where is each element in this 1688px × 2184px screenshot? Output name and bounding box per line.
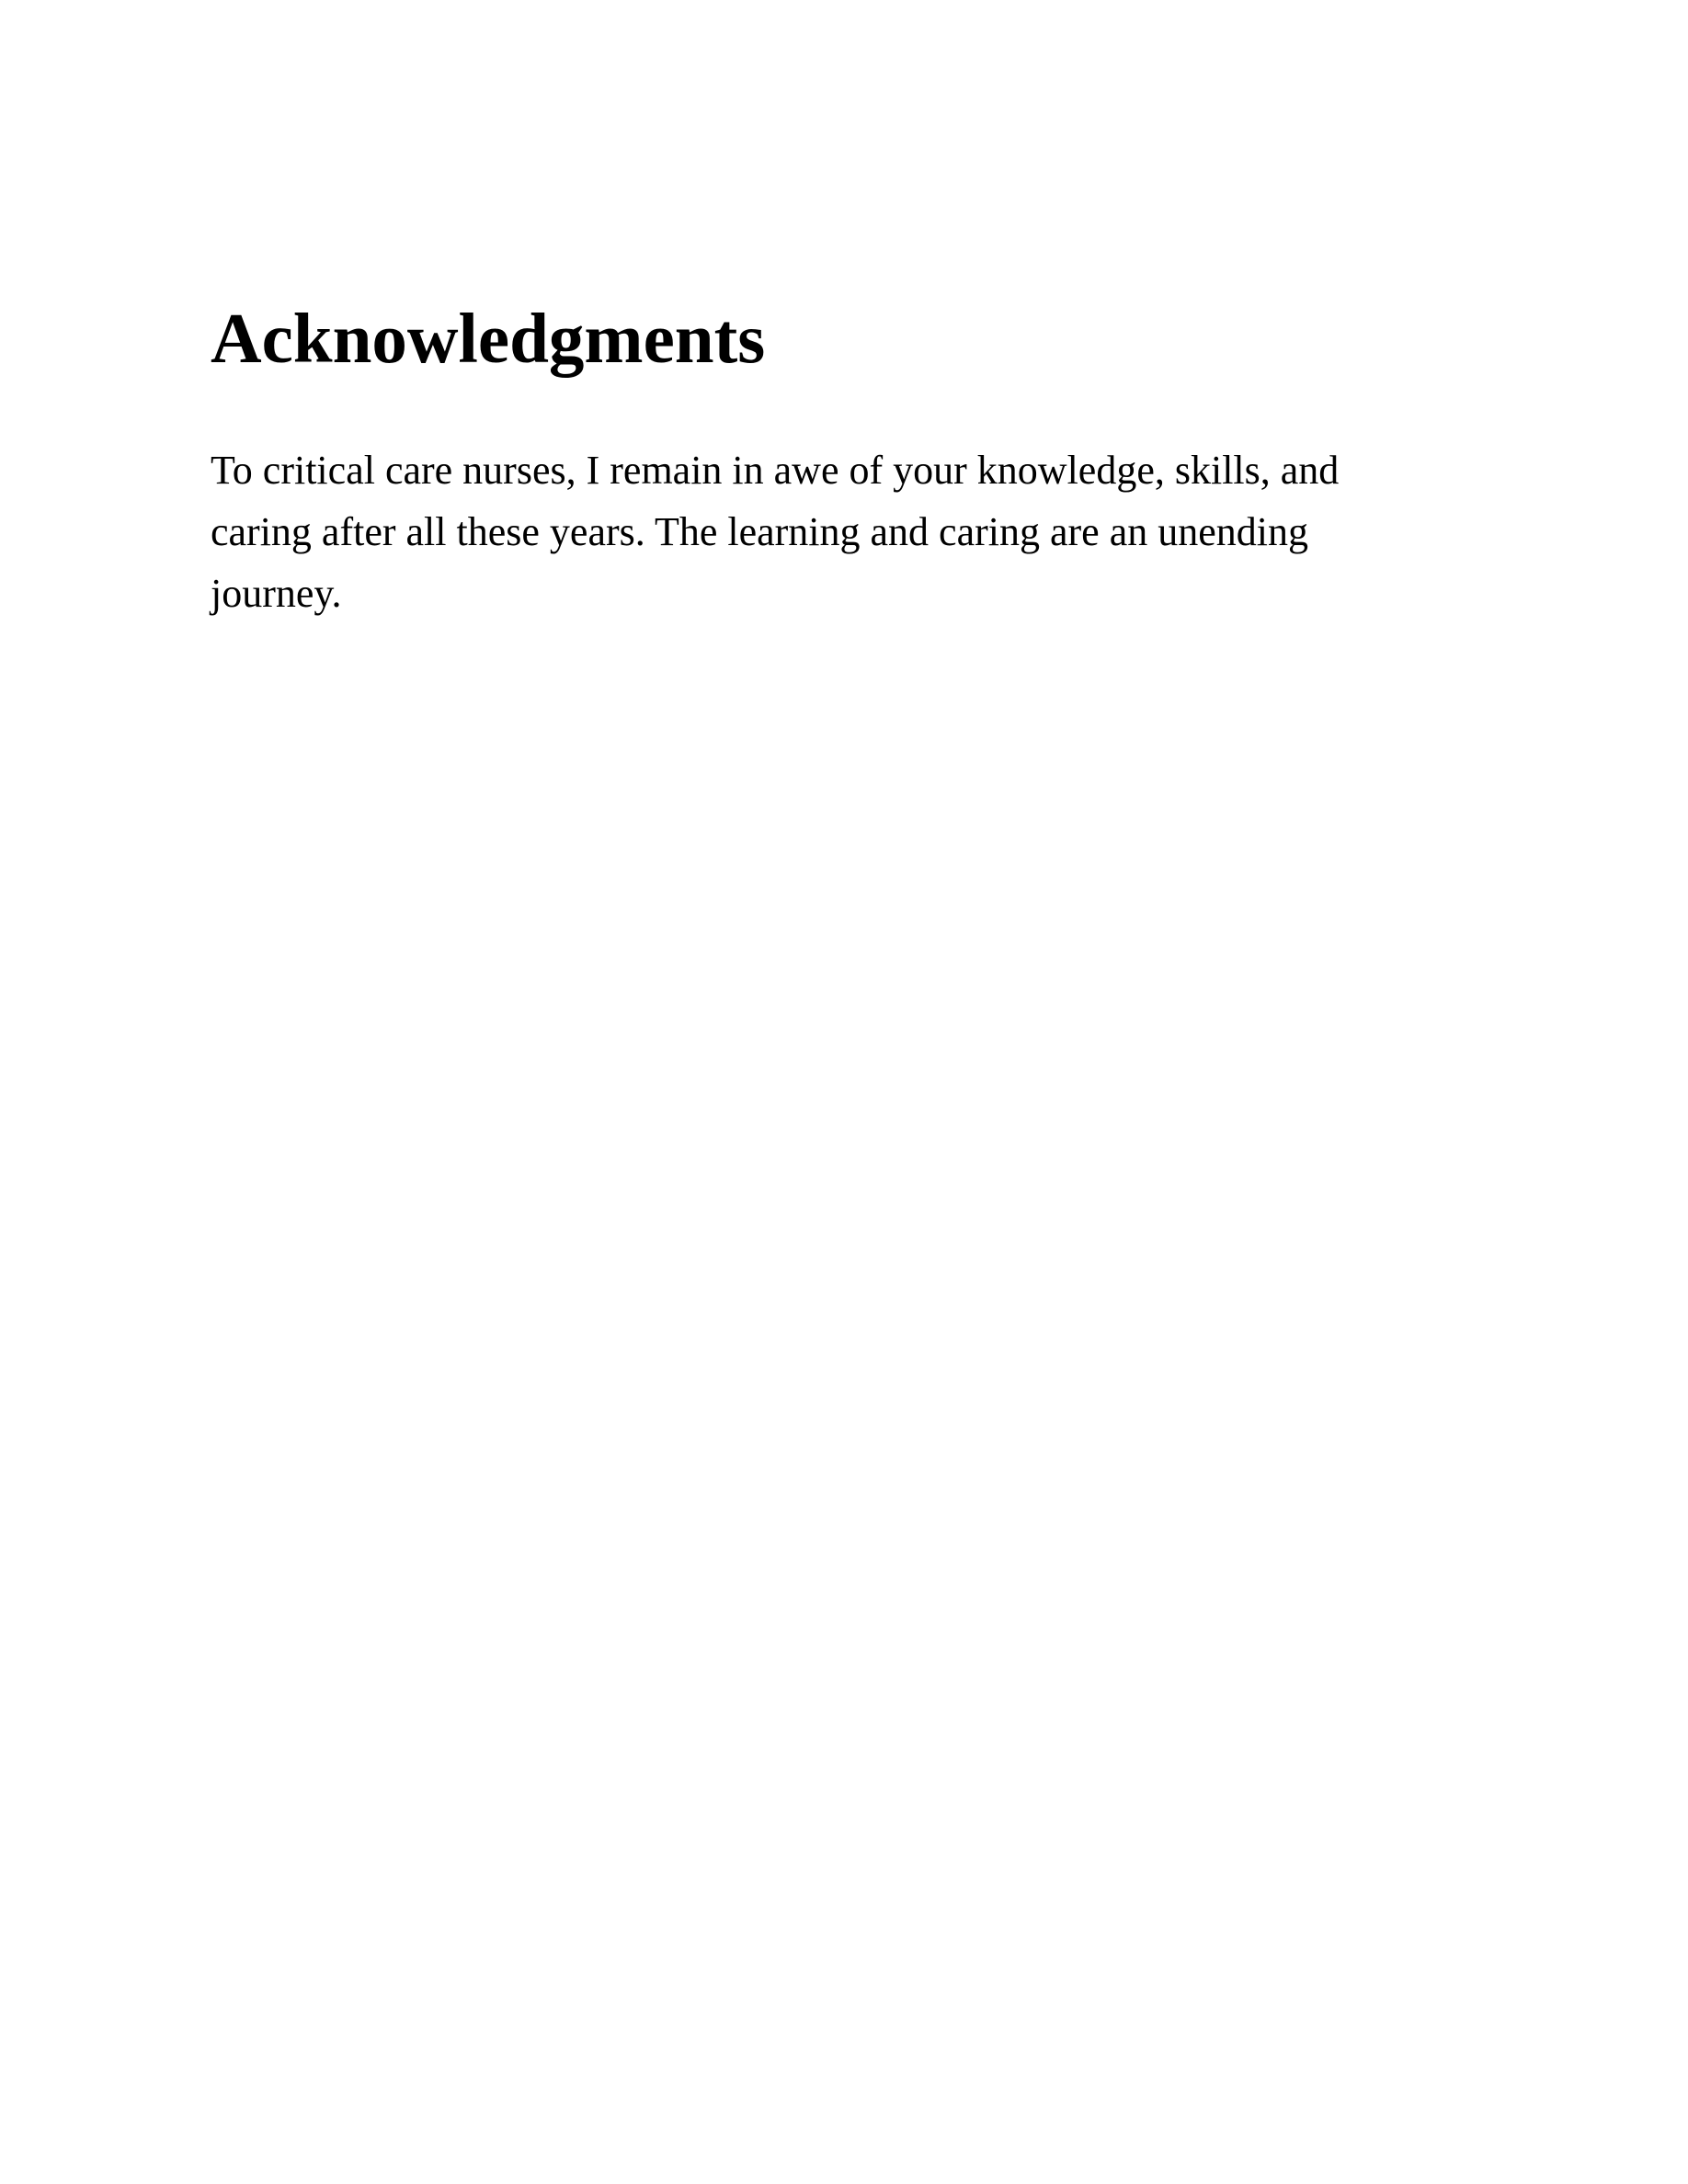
acknowledgment-paragraph: To critical care nurses, I remain in awe of your knowledge, skills, and caring after all these years. The learning and caring are an unending journey. <box>211 448 1340 616</box>
page-title: Acknowledgments <box>211 299 766 378</box>
